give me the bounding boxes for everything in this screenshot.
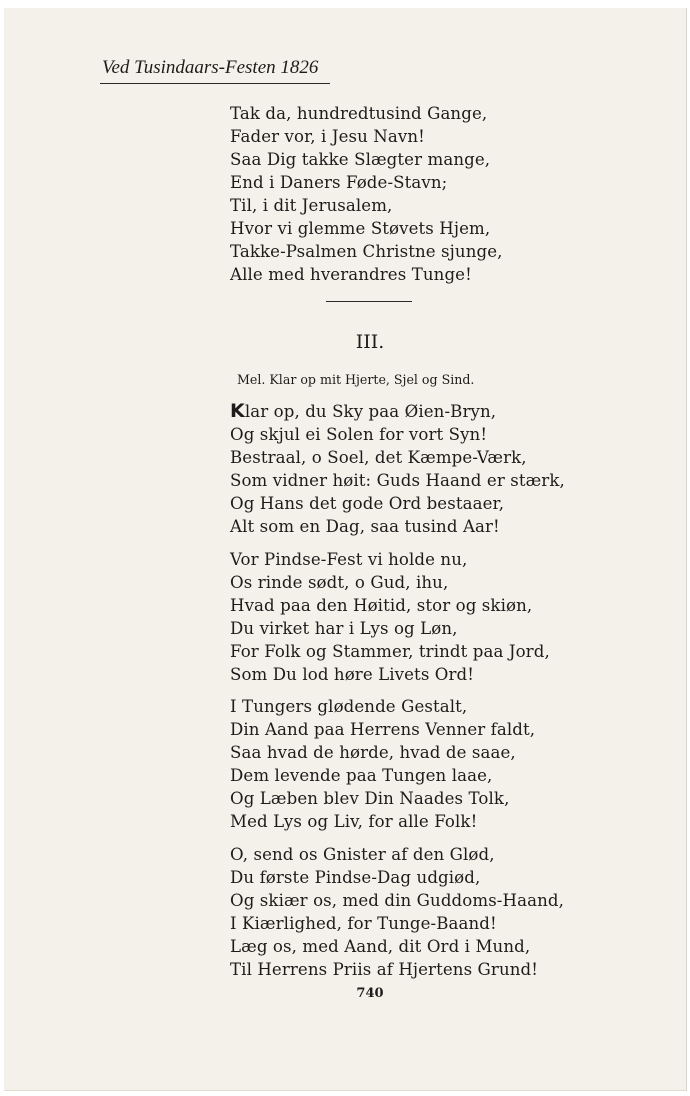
melody-note: Mel. Klar op mit Hjerte, Sjel og Sind. <box>237 372 475 387</box>
verse-line: Din Aand paa Herrens Venner faldt, <box>230 720 536 739</box>
verse-line: Dem levende paa Tungen laae, <box>230 766 493 785</box>
stanza-2 <box>230 548 550 686</box>
verse-line: Og Hans det gode Ord bestaaer, <box>230 494 505 513</box>
verse-line: I Tungers glødende Gestalt, <box>230 697 468 716</box>
verse-line: Bestraal, o Soel, det Kæmpe-Værk, <box>230 448 527 467</box>
verse-line: Tak da, hundredtusind Gange, <box>230 104 488 123</box>
verse-line: Alle med hverandres Tunge! <box>230 265 472 284</box>
verse-line: Alt som en Dag, saa tusind Aar! <box>230 517 500 536</box>
verse-line: Hvad paa den Høitid, stor og skiøn, <box>230 596 533 615</box>
verse-line: End i Daners Føde-Stavn; <box>230 173 448 192</box>
stanza-1 <box>230 400 565 538</box>
running-head-rule <box>100 83 330 84</box>
section-divider-rule <box>326 301 412 302</box>
verse-line: Du virket har i Lys og Løn, <box>230 619 458 638</box>
stanza-3 <box>230 695 535 833</box>
running-head: Ved Tusindaars-Festen 1826 <box>102 57 319 78</box>
verse-line: Og skiær os, med din Guddoms-Haand, <box>230 891 564 910</box>
verse-line: Læg os, med Aand, dit Ord i Mund, <box>230 937 531 956</box>
stanza-closing-previous-hymn <box>230 102 503 286</box>
verse-line: Saa hvad de hørde, hvad de saae, <box>230 743 516 762</box>
verse-line: For Folk og Stammer, trindt paa Jord, <box>230 642 550 661</box>
page-number: 740 <box>356 986 384 1001</box>
verse-line: Os rinde sødt, o Gud, ihu, <box>230 573 449 592</box>
verse-line-first <box>230 400 565 423</box>
verse-line: Som Du lod høre Livets Ord! <box>230 665 475 684</box>
verse-line: Som vidner høit: Guds Haand er stærk, <box>230 471 565 490</box>
verse-line: Takke-Psalmen Christne sjunge, <box>230 242 503 261</box>
verse-line: Hvor vi glemme Støvets Hjem, <box>230 219 491 238</box>
verse-line: O, send os Gnister af den Glød, <box>230 845 495 864</box>
verse-line: Vor Pindse-Fest vi holde nu, <box>230 550 468 569</box>
verse-line: Og skjul ei Solen for vort Syn! <box>230 425 488 444</box>
verse-line: Til, i dit Jerusalem, <box>230 196 393 215</box>
verse-line: Med Lys og Liv, for alle Folk! <box>230 812 478 831</box>
verse-line: I Kiærlighed, for Tunge-Baand! <box>230 914 497 933</box>
first-line-text: lar op, du Sky paa Øien-Bryn, <box>244 402 497 421</box>
verse-line: Til Herrens Priis af Hjertens Grund! <box>230 960 539 979</box>
initial-letter: K <box>230 400 245 422</box>
verse-line: Saa Dig takke Slægter mange, <box>230 150 491 169</box>
verse-line: Fader vor, i Jesu Navn! <box>230 127 425 146</box>
stanza-4 <box>230 843 564 981</box>
verse-line: Du første Pindse-Dag udgiød, <box>230 868 481 887</box>
verse-line: Og Læben blev Din Naades Tolk, <box>230 789 510 808</box>
section-number: III. <box>355 331 385 353</box>
